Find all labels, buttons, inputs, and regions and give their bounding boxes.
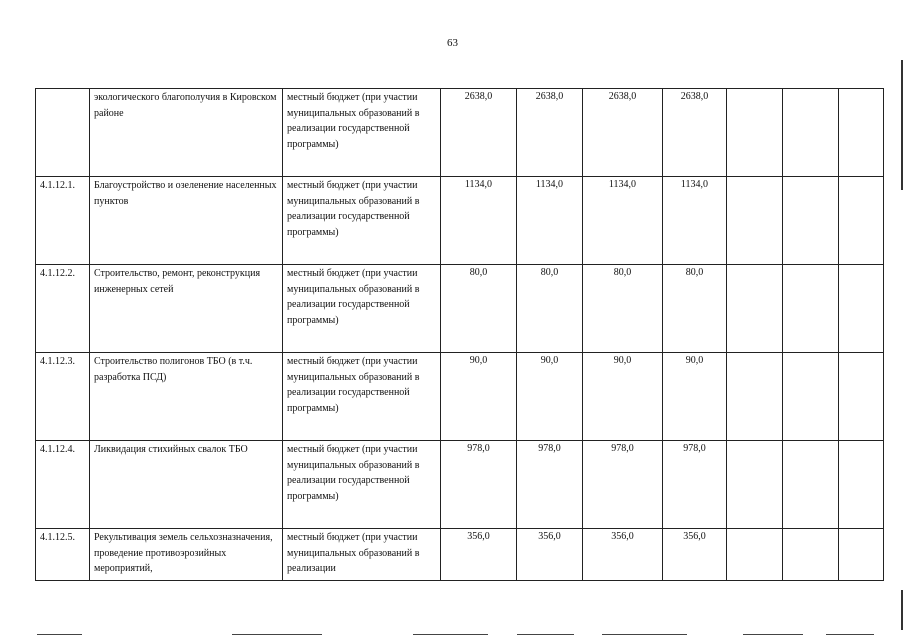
row-value-cell: 1134,0 [663, 177, 727, 265]
row-value-cell: 90,0 [517, 353, 583, 441]
row-value-cell: 80,0 [663, 265, 727, 353]
row-code-cell: 4.1.12.5. [36, 529, 90, 581]
table-row [36, 89, 884, 177]
row-code-cell: 4.1.12.1. [36, 177, 90, 265]
row-value-cell: 90,0 [583, 353, 663, 441]
bottom-divider [413, 634, 488, 635]
row-value-cell [727, 353, 783, 441]
row-value-cell [783, 177, 839, 265]
row-value-cell [839, 529, 884, 581]
row-value-cell: 2638,0 [583, 89, 663, 177]
row-value-cell: 80,0 [441, 265, 517, 353]
row-value-cell: 2638,0 [441, 89, 517, 177]
row-value-cell [783, 265, 839, 353]
row-value-cell [727, 89, 783, 177]
bottom-divider [602, 634, 687, 635]
row-code-cell: 4.1.12.3. [36, 353, 90, 441]
row-value-cell [727, 177, 783, 265]
bottom-divider [37, 634, 82, 635]
row-value-cell: 978,0 [517, 441, 583, 529]
budget-table [35, 88, 884, 581]
row-value-cell [783, 89, 839, 177]
row-source-cell: местный бюджет (при участии муниципальных образований в реализации [283, 529, 441, 581]
row-name-cell: Ликвидация стихийных свалок ТБО [90, 441, 283, 529]
row-value-cell [783, 353, 839, 441]
row-value-cell [839, 441, 884, 529]
bottom-divider [743, 634, 803, 635]
table-row [36, 177, 884, 265]
row-value-cell: 356,0 [663, 529, 727, 581]
row-value-cell [839, 265, 884, 353]
page-number: 63 [447, 37, 458, 49]
row-source-cell: местный бюджет (при участии муниципальных образований в реализации государственной программы) [283, 89, 441, 177]
table-row [36, 441, 884, 529]
row-source-cell: местный бюджет (при участии муниципальных образований в реализации государственной программы) [283, 177, 441, 265]
row-value-cell: 978,0 [441, 441, 517, 529]
row-source-cell: местный бюджет (при участии муниципальных образований в реализации государственной программы) [283, 441, 441, 529]
row-value-cell: 2638,0 [663, 89, 727, 177]
row-value-cell [727, 441, 783, 529]
row-value-cell: 978,0 [663, 441, 727, 529]
row-value-cell [783, 529, 839, 581]
row-value-cell [839, 89, 884, 177]
table-row [36, 529, 884, 581]
table-row [36, 353, 884, 441]
row-value-cell: 356,0 [517, 529, 583, 581]
table-body [36, 89, 884, 581]
row-value-cell: 90,0 [663, 353, 727, 441]
row-value-cell: 90,0 [441, 353, 517, 441]
row-value-cell: 1134,0 [441, 177, 517, 265]
row-value-cell [727, 265, 783, 353]
row-value-cell: 80,0 [583, 265, 663, 353]
row-value-cell: 356,0 [583, 529, 663, 581]
row-code-cell [36, 89, 90, 177]
bottom-divider [517, 634, 574, 635]
row-value-cell: 1134,0 [517, 177, 583, 265]
row-value-cell [727, 529, 783, 581]
row-value-cell [783, 441, 839, 529]
row-name-cell: экологического благополучия в Кировском районе [90, 89, 283, 177]
row-name-cell: Благоустройство и озеленение населенных пунктов [90, 177, 283, 265]
row-value-cell: 978,0 [583, 441, 663, 529]
row-name-cell: Рекультивация земель сельхозназначения, проведение противоэрозийных мероприятий, [90, 529, 283, 581]
row-value-cell: 80,0 [517, 265, 583, 353]
scan-edge-mark [901, 590, 903, 630]
row-name-cell: Строительство, ремонт, реконструкция инженерных сетей [90, 265, 283, 353]
row-value-cell: 2638,0 [517, 89, 583, 177]
row-code-cell: 4.1.12.4. [36, 441, 90, 529]
row-value-cell [839, 177, 884, 265]
scan-edge-mark [901, 60, 903, 190]
row-source-cell: местный бюджет (при участии муниципальных образований в реализации государственной программы) [283, 265, 441, 353]
row-value-cell [839, 353, 884, 441]
row-value-cell: 1134,0 [583, 177, 663, 265]
row-code-cell: 4.1.12.2. [36, 265, 90, 353]
row-value-cell: 356,0 [441, 529, 517, 581]
bottom-divider [826, 634, 874, 635]
row-name-cell: Строительство полигонов ТБО (в т.ч. разработка ПСД) [90, 353, 283, 441]
bottom-divider [232, 634, 322, 635]
row-source-cell: местный бюджет (при участии муниципальных образований в реализации государственной программы) [283, 353, 441, 441]
table-row [36, 265, 884, 353]
